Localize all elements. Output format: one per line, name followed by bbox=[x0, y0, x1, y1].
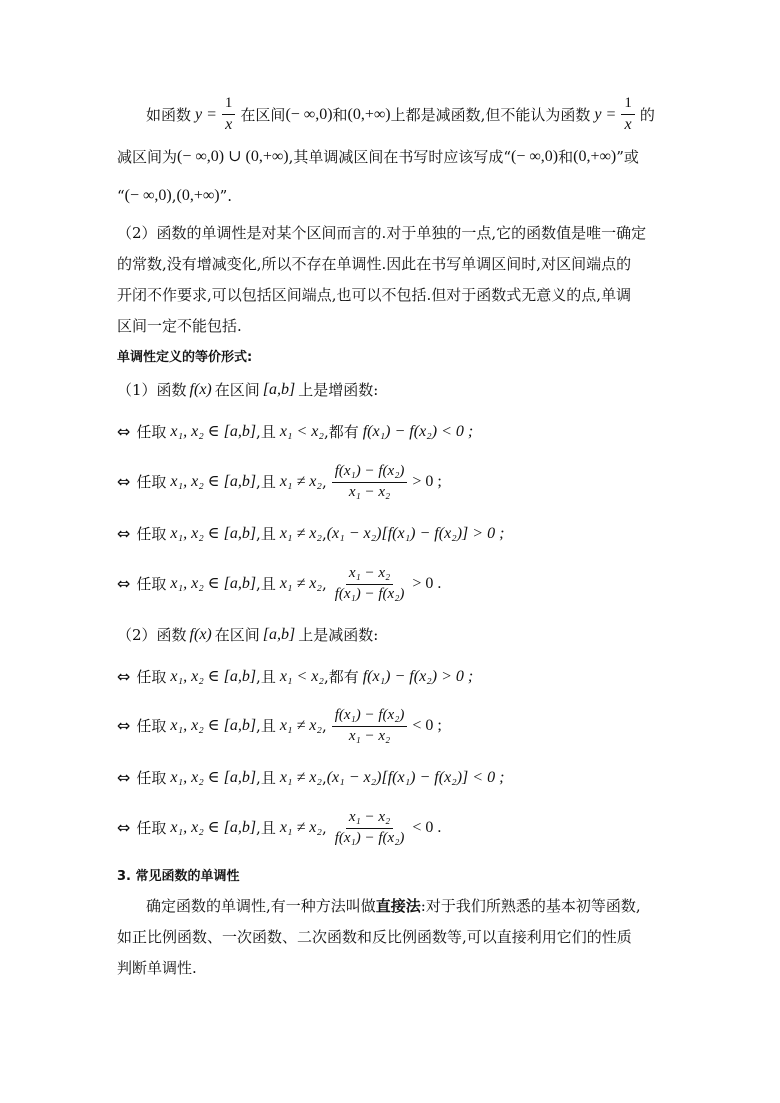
text: 任取 bbox=[136, 472, 167, 491]
math-vars: x₁, x₂ ∈ [a,b] bbox=[170, 717, 257, 734]
example-line-2 bbox=[117, 139, 639, 175]
math-fraction: $\frac{\text{x₁ − x₂}}{\text{f(x₁) − f(x₂)}}$ bbox=[334, 808, 405, 846]
math-vars: x₁, x₂ ∈ [a,b] bbox=[170, 668, 257, 685]
text: ,且 bbox=[256, 574, 276, 593]
math-tail: > 0 ; bbox=[412, 473, 442, 490]
iff-symbol: ⇔ bbox=[117, 472, 131, 491]
section-3-title: 3. 常见函数的单调性 bbox=[117, 868, 240, 884]
math-interval: (− ∞,0) bbox=[285, 106, 333, 123]
math-interval: (− ∞,0) bbox=[511, 148, 559, 165]
math-vars: x₁, x₂ ∈ [a,b] bbox=[170, 819, 257, 836]
paragraph-2-line-1: （2）函数的单调性是对某个区间而言的.对于单独的一点,它的函数值是唯一确定 bbox=[117, 223, 647, 242]
math-fx: f(x) bbox=[189, 381, 212, 398]
text: ,且 bbox=[256, 768, 276, 787]
math-interval: (0,+∞) bbox=[573, 148, 617, 165]
text: ,且 bbox=[256, 667, 276, 686]
dec-row-3 bbox=[117, 760, 504, 796]
text: , bbox=[171, 186, 177, 205]
text: 确定函数的单调性,有一种方法叫做 bbox=[146, 896, 376, 915]
math-expression: (x₁ − x₂)[f(x₁) − f(x₂)] > 0 ; bbox=[326, 525, 505, 542]
text: 任取 bbox=[136, 716, 167, 735]
math-condition: x₁ ≠ x₂ bbox=[279, 525, 322, 542]
equiv-heading: 单调性定义的等价形式: bbox=[117, 349, 253, 365]
text: 任取 bbox=[136, 667, 167, 686]
iff-symbol: ⇔ bbox=[117, 716, 131, 735]
section-3-line-3: 判断单调性. bbox=[117, 958, 197, 977]
math-expression: (x₁ − x₂)[f(x₁) − f(x₂)] < 0 ; bbox=[326, 769, 505, 786]
math-fraction: $\frac{\text{f(x₁) − f(x₂)}}{\text{x₁ − x₂}}$ bbox=[332, 708, 408, 745]
math-expression: f(x₁) − f(x₂) < 0 ; bbox=[362, 423, 474, 440]
section-3-line-2: 如正比例函数、一次函数、二次函数和反比例函数等,可以直接利用它们的性质 bbox=[117, 927, 632, 946]
increasing-intro bbox=[117, 372, 378, 408]
text: ,其单调减区间在书写时应该写成“ bbox=[288, 147, 512, 166]
text: , bbox=[321, 472, 327, 491]
math-condition: x₁ ≠ x₂ bbox=[279, 819, 322, 836]
math-condition: x₁ ≠ x₂ bbox=[279, 473, 322, 490]
text: 的 bbox=[639, 105, 655, 124]
example-line-3 bbox=[117, 178, 232, 214]
text: ”或 bbox=[616, 147, 639, 166]
math-interval: [a,b] bbox=[262, 381, 296, 398]
paragraph-2-line-4: 区间一定不能包括. bbox=[117, 316, 242, 335]
inc-row-3 bbox=[117, 516, 504, 552]
math-union: (− ∞,0) ∪ (0,+∞) bbox=[177, 148, 289, 165]
fraction-1-over-x: $\frac{1}{x}$ bbox=[621, 96, 635, 134]
decreasing-intro bbox=[117, 617, 378, 653]
text: :对于我们所熟悉的基本初等函数, bbox=[420, 896, 641, 915]
dec-row-2 bbox=[117, 704, 442, 748]
text: 在区间 bbox=[240, 105, 286, 124]
iff-symbol: ⇔ bbox=[117, 818, 131, 837]
paragraph-2-line-3: 开闭不作要求,可以包括区间端点,也可以不包括.但对于函数式无意义的点,单调 bbox=[117, 285, 632, 304]
math-interval: [a,b] bbox=[262, 626, 296, 643]
math-y: y = bbox=[594, 106, 617, 123]
text: ,且 bbox=[256, 472, 276, 491]
text: , bbox=[321, 768, 327, 787]
math-condition: x₁ ≠ x₂ bbox=[279, 769, 322, 786]
math-condition: x₁ ≠ x₂ bbox=[279, 717, 322, 734]
math-interval: (− ∞,0) bbox=[124, 187, 172, 204]
text: 在区间 bbox=[214, 625, 260, 644]
math-vars: x₁, x₂ ∈ [a,b] bbox=[170, 575, 257, 592]
math-vars: x₁, x₂ ∈ [a,b] bbox=[170, 769, 257, 786]
text: 任取 bbox=[136, 422, 167, 441]
text: 任取 bbox=[136, 574, 167, 593]
example-line-1 bbox=[146, 97, 655, 133]
text: 任取 bbox=[136, 818, 167, 837]
iff-symbol: ⇔ bbox=[117, 667, 131, 686]
math-tail: < 0 ; bbox=[412, 717, 442, 734]
text: 如函数 bbox=[146, 105, 192, 124]
inc-row-2 bbox=[117, 460, 442, 504]
math-expression: f(x₁) − f(x₂) > 0 ; bbox=[362, 668, 474, 685]
text: 在区间 bbox=[214, 380, 260, 399]
inc-row-4 bbox=[117, 562, 441, 606]
text: “ bbox=[117, 186, 125, 205]
text: ,且 bbox=[256, 716, 276, 735]
math-fraction: $\frac{\text{f(x₁) − f(x₂)}}{\text{x₁ − x₂}}$ bbox=[332, 464, 408, 501]
text: ,都有 bbox=[323, 667, 359, 686]
text: ,都有 bbox=[323, 422, 359, 441]
inc-row-1 bbox=[117, 414, 473, 450]
text: ”. bbox=[219, 186, 233, 205]
text: ,且 bbox=[256, 524, 276, 543]
text: , bbox=[321, 574, 327, 593]
text: （2）函数 bbox=[117, 625, 187, 644]
math-interval: (0,+∞) bbox=[347, 106, 391, 123]
iff-symbol: ⇔ bbox=[117, 768, 131, 787]
text: 上是增函数: bbox=[298, 380, 379, 399]
math-vars: x₁, x₂ ∈ [a,b] bbox=[170, 525, 257, 542]
text: 和 bbox=[558, 147, 574, 166]
text: （1）函数 bbox=[117, 380, 187, 399]
iff-symbol: ⇔ bbox=[117, 524, 131, 543]
text: , bbox=[321, 716, 327, 735]
math-y: y = bbox=[195, 106, 217, 123]
math-vars: x₁, x₂ ∈ [a,b] bbox=[170, 473, 257, 490]
fraction-1-over-x: $\frac{1}{x}$ bbox=[222, 96, 236, 134]
text: , bbox=[321, 818, 327, 837]
dec-row-1 bbox=[117, 659, 473, 695]
bold-term: 直接法 bbox=[375, 896, 421, 915]
math-fx: f(x) bbox=[189, 626, 212, 643]
text: 上都是减函数,但不能认为函数 bbox=[390, 105, 591, 124]
text: 任取 bbox=[136, 768, 167, 787]
text: 任取 bbox=[136, 524, 167, 543]
text: 和 bbox=[332, 105, 348, 124]
math-condition: x₁ < x₂ bbox=[279, 423, 324, 440]
iff-symbol: ⇔ bbox=[117, 574, 131, 593]
math-tail: > 0 . bbox=[412, 575, 442, 592]
dec-row-4 bbox=[117, 806, 441, 850]
text: 上是减函数: bbox=[298, 625, 379, 644]
text: , bbox=[321, 524, 327, 543]
text: ,且 bbox=[256, 422, 276, 441]
math-interval: (0,+∞) bbox=[176, 187, 220, 204]
math-condition: x₁ ≠ x₂ bbox=[279, 575, 322, 592]
math-fraction: $\frac{\text{x₁ − x₂}}{\text{f(x₁) − f(x₂)}}$ bbox=[334, 564, 405, 602]
text: 减区间为 bbox=[117, 147, 178, 166]
paragraph-2-line-2: 的常数,没有增减变化,所以不存在单调性.因此在书写单调区间时,对区间端点的 bbox=[117, 254, 632, 273]
math-tail: < 0 . bbox=[412, 819, 442, 836]
iff-symbol: ⇔ bbox=[117, 422, 131, 441]
math-vars: x₁, x₂ ∈ [a,b] bbox=[170, 423, 257, 440]
text: ,且 bbox=[256, 818, 276, 837]
math-condition: x₁ < x₂ bbox=[279, 668, 324, 685]
